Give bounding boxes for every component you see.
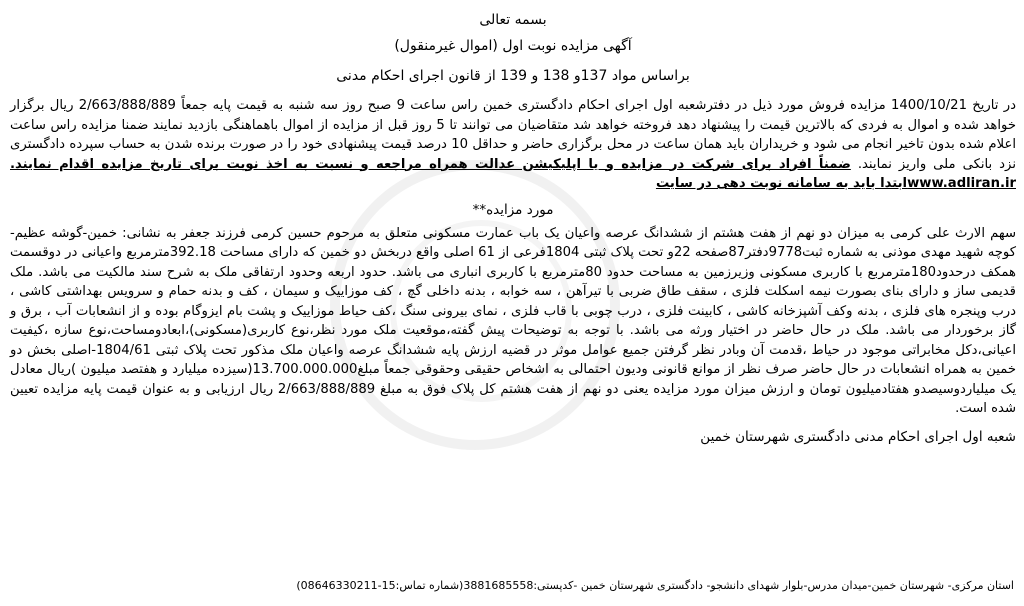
registration-notice: ضمناً افراد برای شرکت در مزایده و یا اپلیکیشن عدالت همراه مراجعه و نسبت به اخذ نوبت برای تاریخ مزایده اقدام نمایند. www.adliran.irابتدا باید به سامانه نوبت دهی در سایت	[10, 156, 1016, 191]
subject-heading: مورد مزایده**	[472, 201, 554, 218]
notice-title: آگهی مزایده نوبت اول (اموال غیرمنقول)	[394, 38, 632, 54]
intro-text: در تاریخ 1400/10/21 مزایده فروش مورد ذیل در دفترشعبه اول اجرای احکام دادگستری خمین راس ساعت 9 صبح روز سه شنبه به قیمت پایه جمعاً 2/663/888/889 ریال برگزار خواهد شده و اموال به فردی که بالاترین قیمت را پیشنهاد دهد فروخته خواهد شد متقاضیان می توانند تا 5 روز قبل از مزایده از اموال باهماهنگی بازدید نمایند ضمنا مزایده راس ساعت اعلام شده بدون تاخیر انجام می شود و خریداران باید همان ساعت در محل برگزاری حاضر و حداقل 10 درصد قیمت پیشنهادی خود را در صورت برنده شدن به حساب سپرده دادگستری نزد بانکی ملی واریز نمایند.	[10, 98, 1017, 172]
subject-description: سهم الارث علی کرمی به میزان دو نهم از هفت هشتم از ششدانگ عرصه واعیان یک باب عمارت مسکونی متعلق به مرحوم حسین کرمی فرزند جعفر به نشانی: خمین-گوشه عظیم-کوچه شهید مهدی موذنی به شماره ثبت9778دفتر87صفحه 22و تحت پلاک ثبتی 1804فرعی از 61 اصلی واقع دربخش دو خمین که دارای مساحت 392.18مترمربع واعیانی در دوقسمت همکف درحدود180مترمربع با کاربری مسکونی وزیرزمین به مساحت حدود 80مترمربع با کاربری انباری می باشد. حدود اربعه وحدود ارتفاقی ملک به شرح سند مالکیت می باشد. ملک قدیمی ساز و دارای بنای بصورت نیمه اسکلت فلزی ، سقف طاق ضربی با تیرآهن ، سه خوابه ، بدنه داخلی گچ ، کف موزاییک و سیمان ، کف و بدنه حمام و سرویس بهداشتی کاشی ، درب وپنجره های فلزی ، بدنه وکف آشپزخانه کاشی ، کابینت فلزی ، درب چوبی با قاب فلزی ، نمای بیرونی سنگ ،کف حیاط موزاییک و پشت بام ایزوگام بوده و از انشعابات آب ، برق و گاز برخوردار می باشد. ملک در حال حاضر در اختیار ورثه می باشد. با توجه به توضیحات پیش گفته،موقعیت ملک مورد نظر،نوع کاربری(مسکونی)،ابعادومساحت،نوع سازه ،کیفیت اعیانی،دکل مخابراتی موجود در حیاط ،قدمت آن وبادر نظر گرفتن جمیع عوامل موثر در قضیه ارزش پایه ششدانگ عرصه واعیان ملک مذکور تحت پلاک ثبتی 1804/61-اصلی بخش دو خمین به همراه انشعابات در حال حاضر صرف نظر از موانع قانونی ودیون احتمالی به اشخاص حقیقی وحقوقی جمعاً مبلغ13.700.000.000(سیزده میلیارد و هفتصد میلیون )ریال معادل یک میلیاردوسیصدو هفتادمیلیون تومان و ارزش میزان مورد مزایده یعنی دو نهم از هفت هشتم کل پلاک فوق به مبلغ 2/663/888/889 ریال ارزیابی و به عنوان قیمت پایه مزایده تعیین شده است.	[10, 225, 1017, 416]
intro-paragraph	[10, 96, 1016, 194]
bismillah: بسمه تعالی	[479, 12, 547, 28]
legal-basis: براساس مواد 137و 138 و 139 از قانون اجرای احکام مدنی	[336, 68, 690, 84]
signer: شعبه اول اجرای احکام مدنی دادگستری شهرستان خمین	[700, 428, 1016, 445]
footer-address: استان مرکزی- شهرستان خمین-میدان مدرس-بلوار شهدای دانشجو- دادگستری شهرستان خمین -کدپستی:3881685558(شماره تماس:15-08646330211)	[296, 579, 1014, 592]
